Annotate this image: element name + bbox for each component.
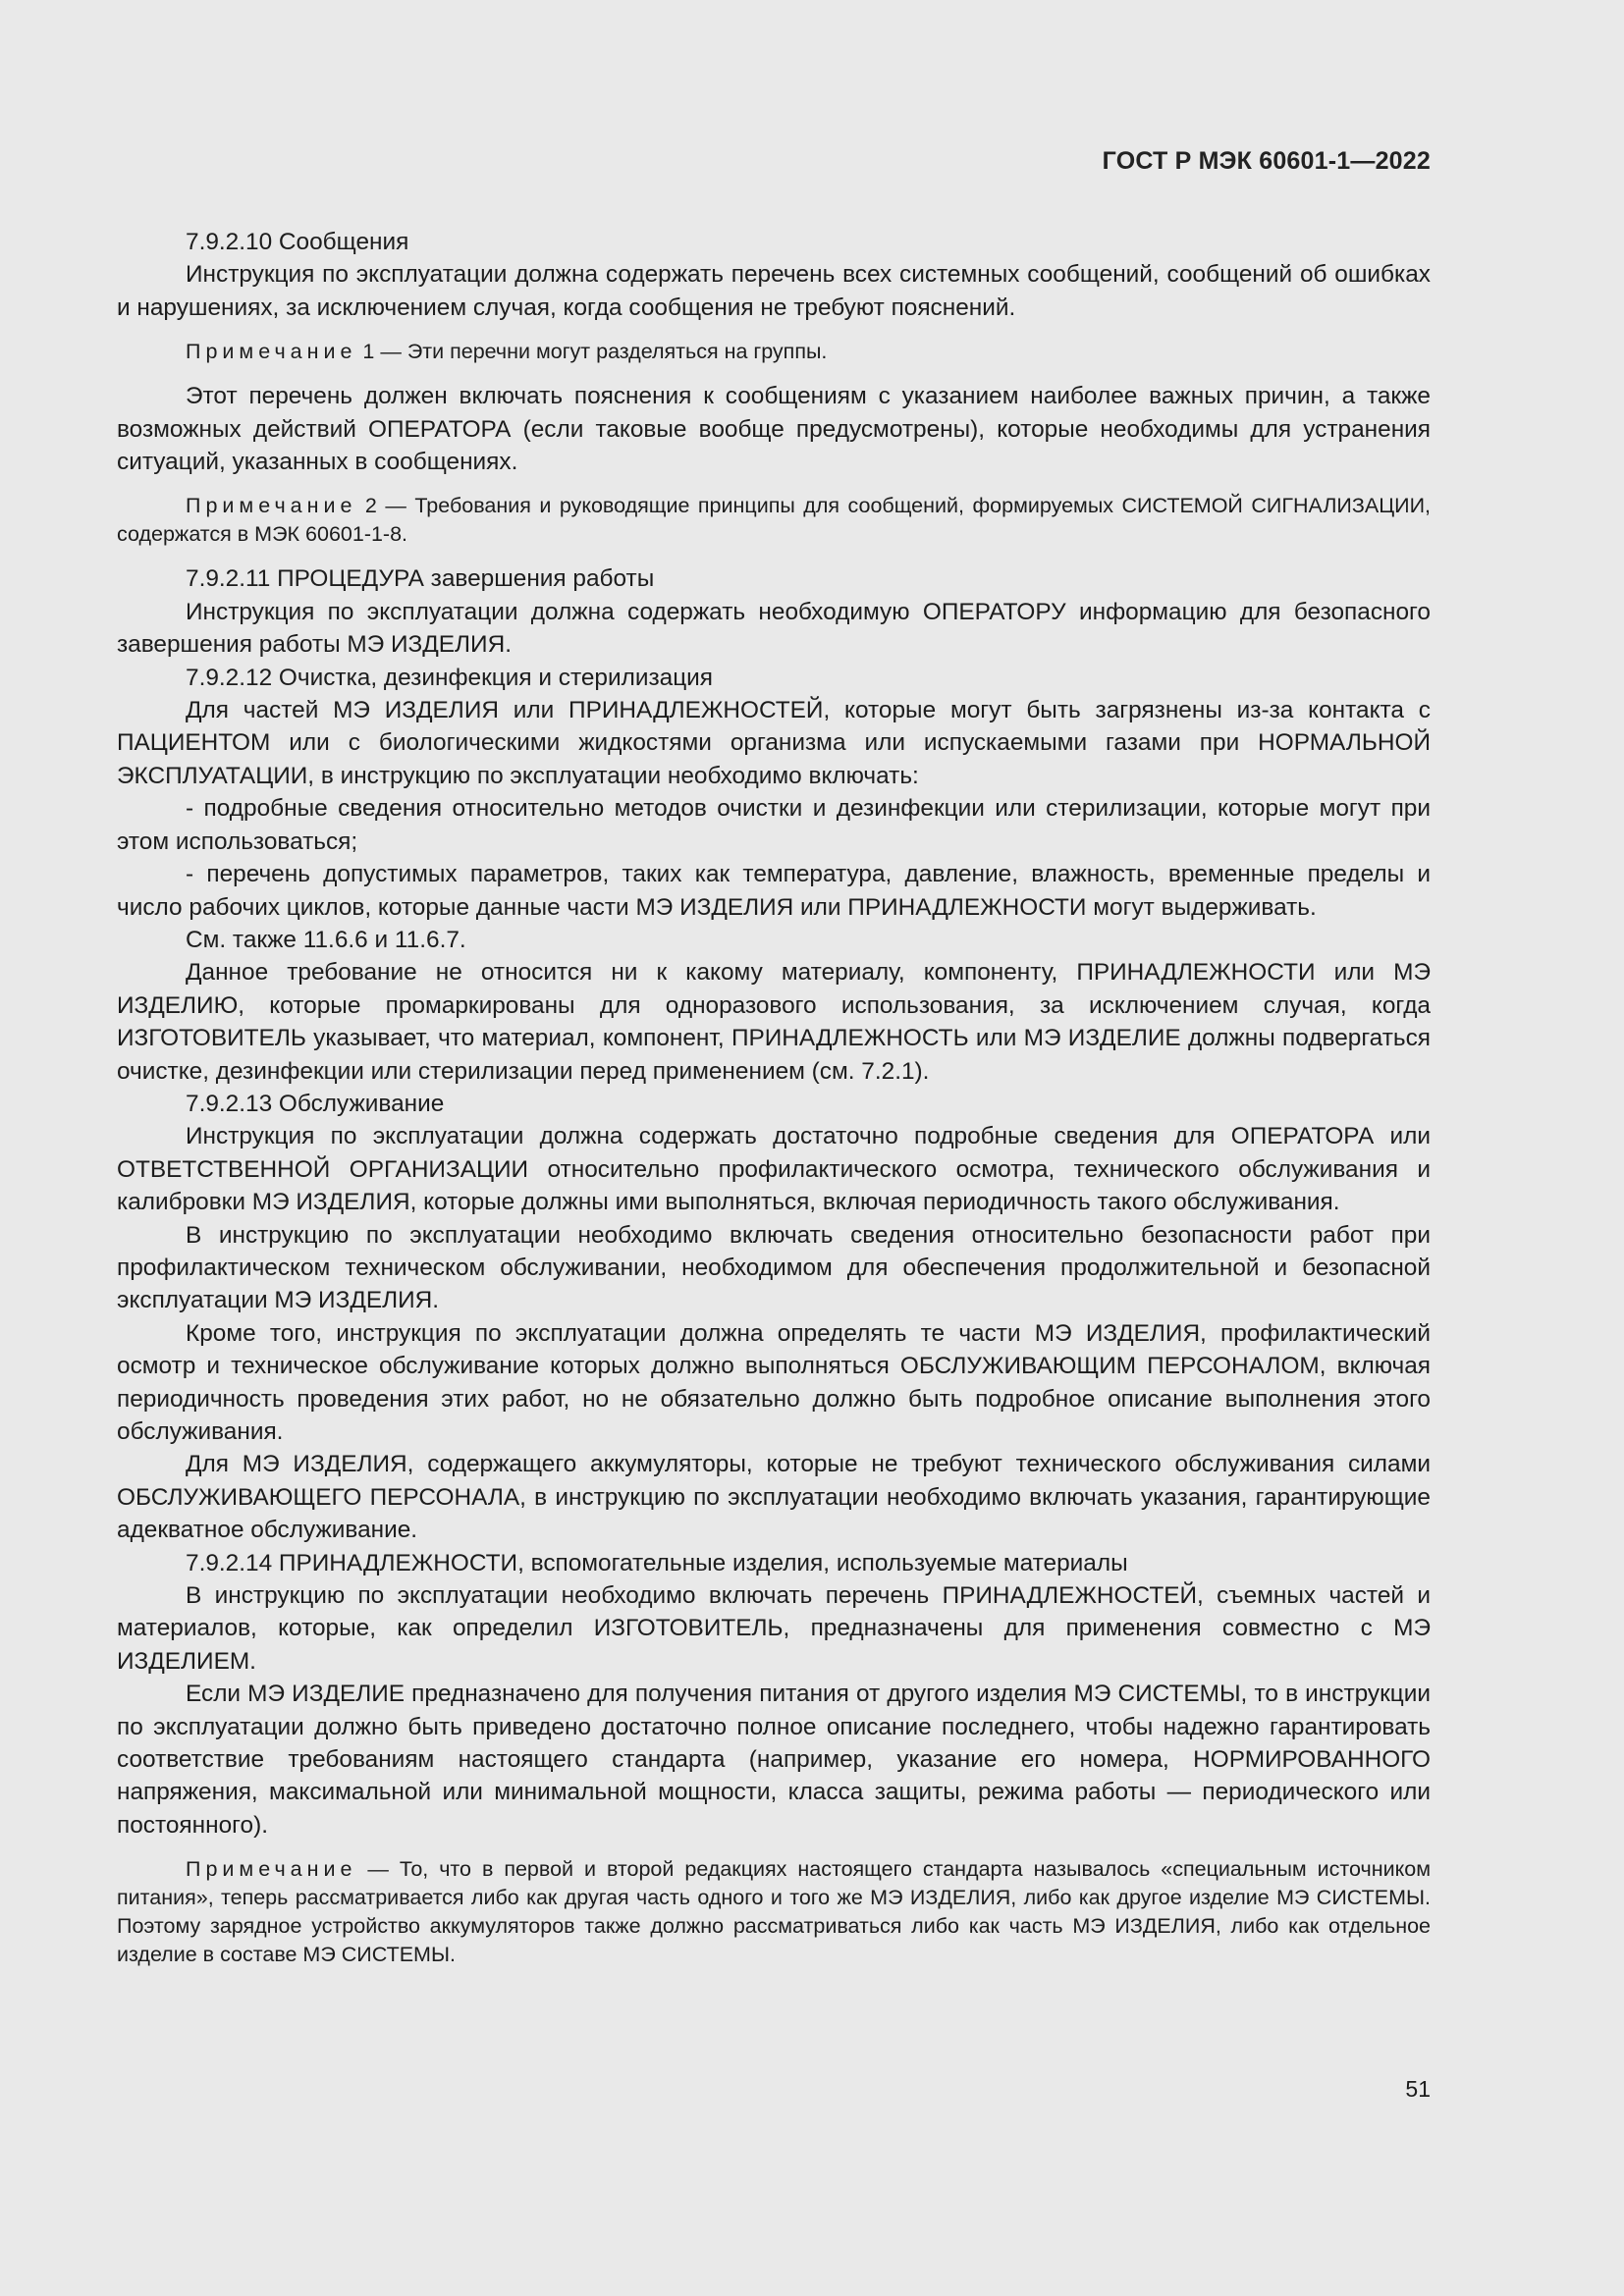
- section-title-7-9-2-14: 7.9.2.14 ПРИНАДЛЕЖНОСТИ, вспомогательные изделия, используемые материалы: [186, 1549, 1128, 1576]
- paragraph: Данное требование не относится ни к какому материалу, компоненту, ПРИНАДЛЕЖНОСТИ или МЭ ИЗДЕЛИЮ, которые промаркированы для одноразового использования, за исключением случая, когда ИЗГОТОВИТЕЛЬ указывает, что материал, компонент, ПРИНАДЛЕЖНОСТЬ или МЭ ИЗДЕЛИЕ должны подвергаться очистке, дезинфекции или стерилизации перед применением (см. 7.2.1).: [117, 959, 1431, 1085]
- paragraph: Этот перечень должен включать пояснения к сообщениям с указанием наиболее важных причин, а также возможных действий ОПЕРАТОРА (если таковые вообще предусмотрены), которые необходимы для устранения ситуаций, указанных в сообщениях.: [117, 383, 1431, 476]
- section-title-7-9-2-13: 7.9.2.13 Обслуживание: [186, 1090, 445, 1117]
- paragraph: Инструкция по эксплуатации должна содержать перечень всех системных сообщений, сообщений об ошибках и нарушениях, за исключением случая, когда сообщения не требуют пояснений.: [117, 261, 1431, 321]
- see-also: См. также 11.6.6 и 11.6.7.: [186, 926, 466, 953]
- note-text: 1 — Эти перечни могут разделяться на группы.: [356, 340, 828, 364]
- section-title-7-9-2-12: 7.9.2.12 Очистка, дезинфекция и стерилизация: [186, 664, 713, 691]
- page-number: 51: [1405, 2076, 1431, 2102]
- note-label: Примечание: [186, 1857, 357, 1882]
- section-title-7-9-2-10: 7.9.2.10 Сообщения: [186, 229, 409, 255]
- paragraph: Если МЭ ИЗДЕЛИЕ предназначено для получения питания от другого изделия МЭ СИСТЕМЫ, то в инструкции по эксплуатации должно быть приведено достаточно полное описание последнего, чтобы надежно гарантировать соответствие требованиям настоящего стандарта (например, указание его номера, НОРМИРОВАННОГО напряжения, максимальной или минимальной мощности, класса защиты, режима работы — периодического или постоянного).: [117, 1681, 1431, 1839]
- note-label: Примечание: [186, 340, 357, 364]
- note-1: [117, 338, 1431, 366]
- note-label: Примечание: [186, 494, 357, 518]
- paragraph: Инструкция по эксплуатации должна содержать необходимую ОПЕРАТОРУ информацию для безопасного завершения работы МЭ ИЗДЕЛИЯ.: [117, 598, 1431, 659]
- paragraph: Инструкция по эксплуатации должна содержать достаточно подробные сведения для ОПЕРАТОРА или ОТВЕТСТВЕННОЙ ОРГАНИЗАЦИИ относительно профилактического осмотра, технического обслуживания и калибровки МЭ ИЗДЕЛИЯ, которые должны ими выполняться, включая периодичность такого обслуживания.: [117, 1123, 1431, 1216]
- standard-header: ГОСТ Р МЭК 60601-1—2022: [1102, 147, 1431, 175]
- note-text: — То, что в первой и второй редакциях настоящего стандарта называлось «специальным источником питания», теперь рассматривается либо как другая часть одного и того же МЭ ИЗДЕЛИЯ, либо как другое изделие МЭ СИСТЕМЫ. Поэтому зарядное устройство аккумуляторов также должно рассматриваться либо как часть МЭ ИЗДЕЛИЯ, либо как отдельное изделие в составе МЭ СИСТЕМЫ.: [117, 1857, 1431, 1967]
- note-3: [117, 1855, 1431, 1969]
- section-title-7-9-2-11: 7.9.2.11 ПРОЦЕДУРА завершения работы: [186, 565, 655, 593]
- list-item: - подробные сведения относительно методов очистки и дезинфекции или стерилизации, которые могут при этом использоваться;: [117, 795, 1431, 855]
- paragraph: Для частей МЭ ИЗДЕЛИЯ или ПРИНАДЛЕЖНОСТЕЙ, которые могут быть загрязнены из-за контакта с ПАЦИЕНТОМ или с биологическими жидкостями организма или испускаемыми газами при НОРМАЛЬНОЙ ЭКСПЛУАТАЦИИ, в инструкцию по эксплуатации необходимо включать:: [117, 697, 1431, 789]
- document-body: [117, 226, 1431, 1983]
- paragraph: Для МЭ ИЗДЕЛИЯ, содержащего аккумуляторы, которые не требуют технического обслуживания силами ОБСЛУЖИВАЮЩЕГО ПЕРСОНАЛА, в инструкцию по эксплуатации необходимо включать указания, гарантирующие адекватное обслуживание.: [117, 1451, 1431, 1544]
- note-2: [117, 492, 1431, 549]
- paragraph: В инструкцию по эксплуатации необходимо включать сведения относительно безопасности работ при профилактическом техническом обслуживании, необходимом для обеспечения продолжительной и безопасной эксплуатации МЭ ИЗДЕЛИЯ.: [117, 1221, 1431, 1314]
- paragraph: В инструкцию по эксплуатации необходимо включать перечень ПРИНАДЛЕЖНОСТЕЙ, съемных частей и материалов, которые, как определил ИЗГОТОВИТЕЛЬ, предназначены для применения совместно с МЭ ИЗДЕЛИЕМ.: [117, 1582, 1431, 1675]
- note-text: 2 — Требования и руководящие принципы для сообщений, формируемых СИСТЕМОЙ СИГНАЛИЗАЦИИ, содержатся в МЭК 60601-1-8.: [117, 494, 1431, 547]
- list-item: - перечень допустимых параметров, таких как температура, давление, влажность, временные пределы и число рабочих циклов, которые данные части МЭ ИЗДЕЛИЯ или ПРИНАДЛЕЖНОСТИ могут выдерживать.: [117, 861, 1431, 921]
- paragraph: Кроме того, инструкция по эксплуатации должна определять те части МЭ ИЗДЕЛИЯ, профилактический осмотр и техническое обслуживание которых должно выполняться ОБСЛУЖИВАЮЩИМ ПЕРСОНАЛОМ, включая периодичность проведения этих работ, но не обязательно должно быть подробное описание выполнения этого обслуживания.: [117, 1319, 1431, 1445]
